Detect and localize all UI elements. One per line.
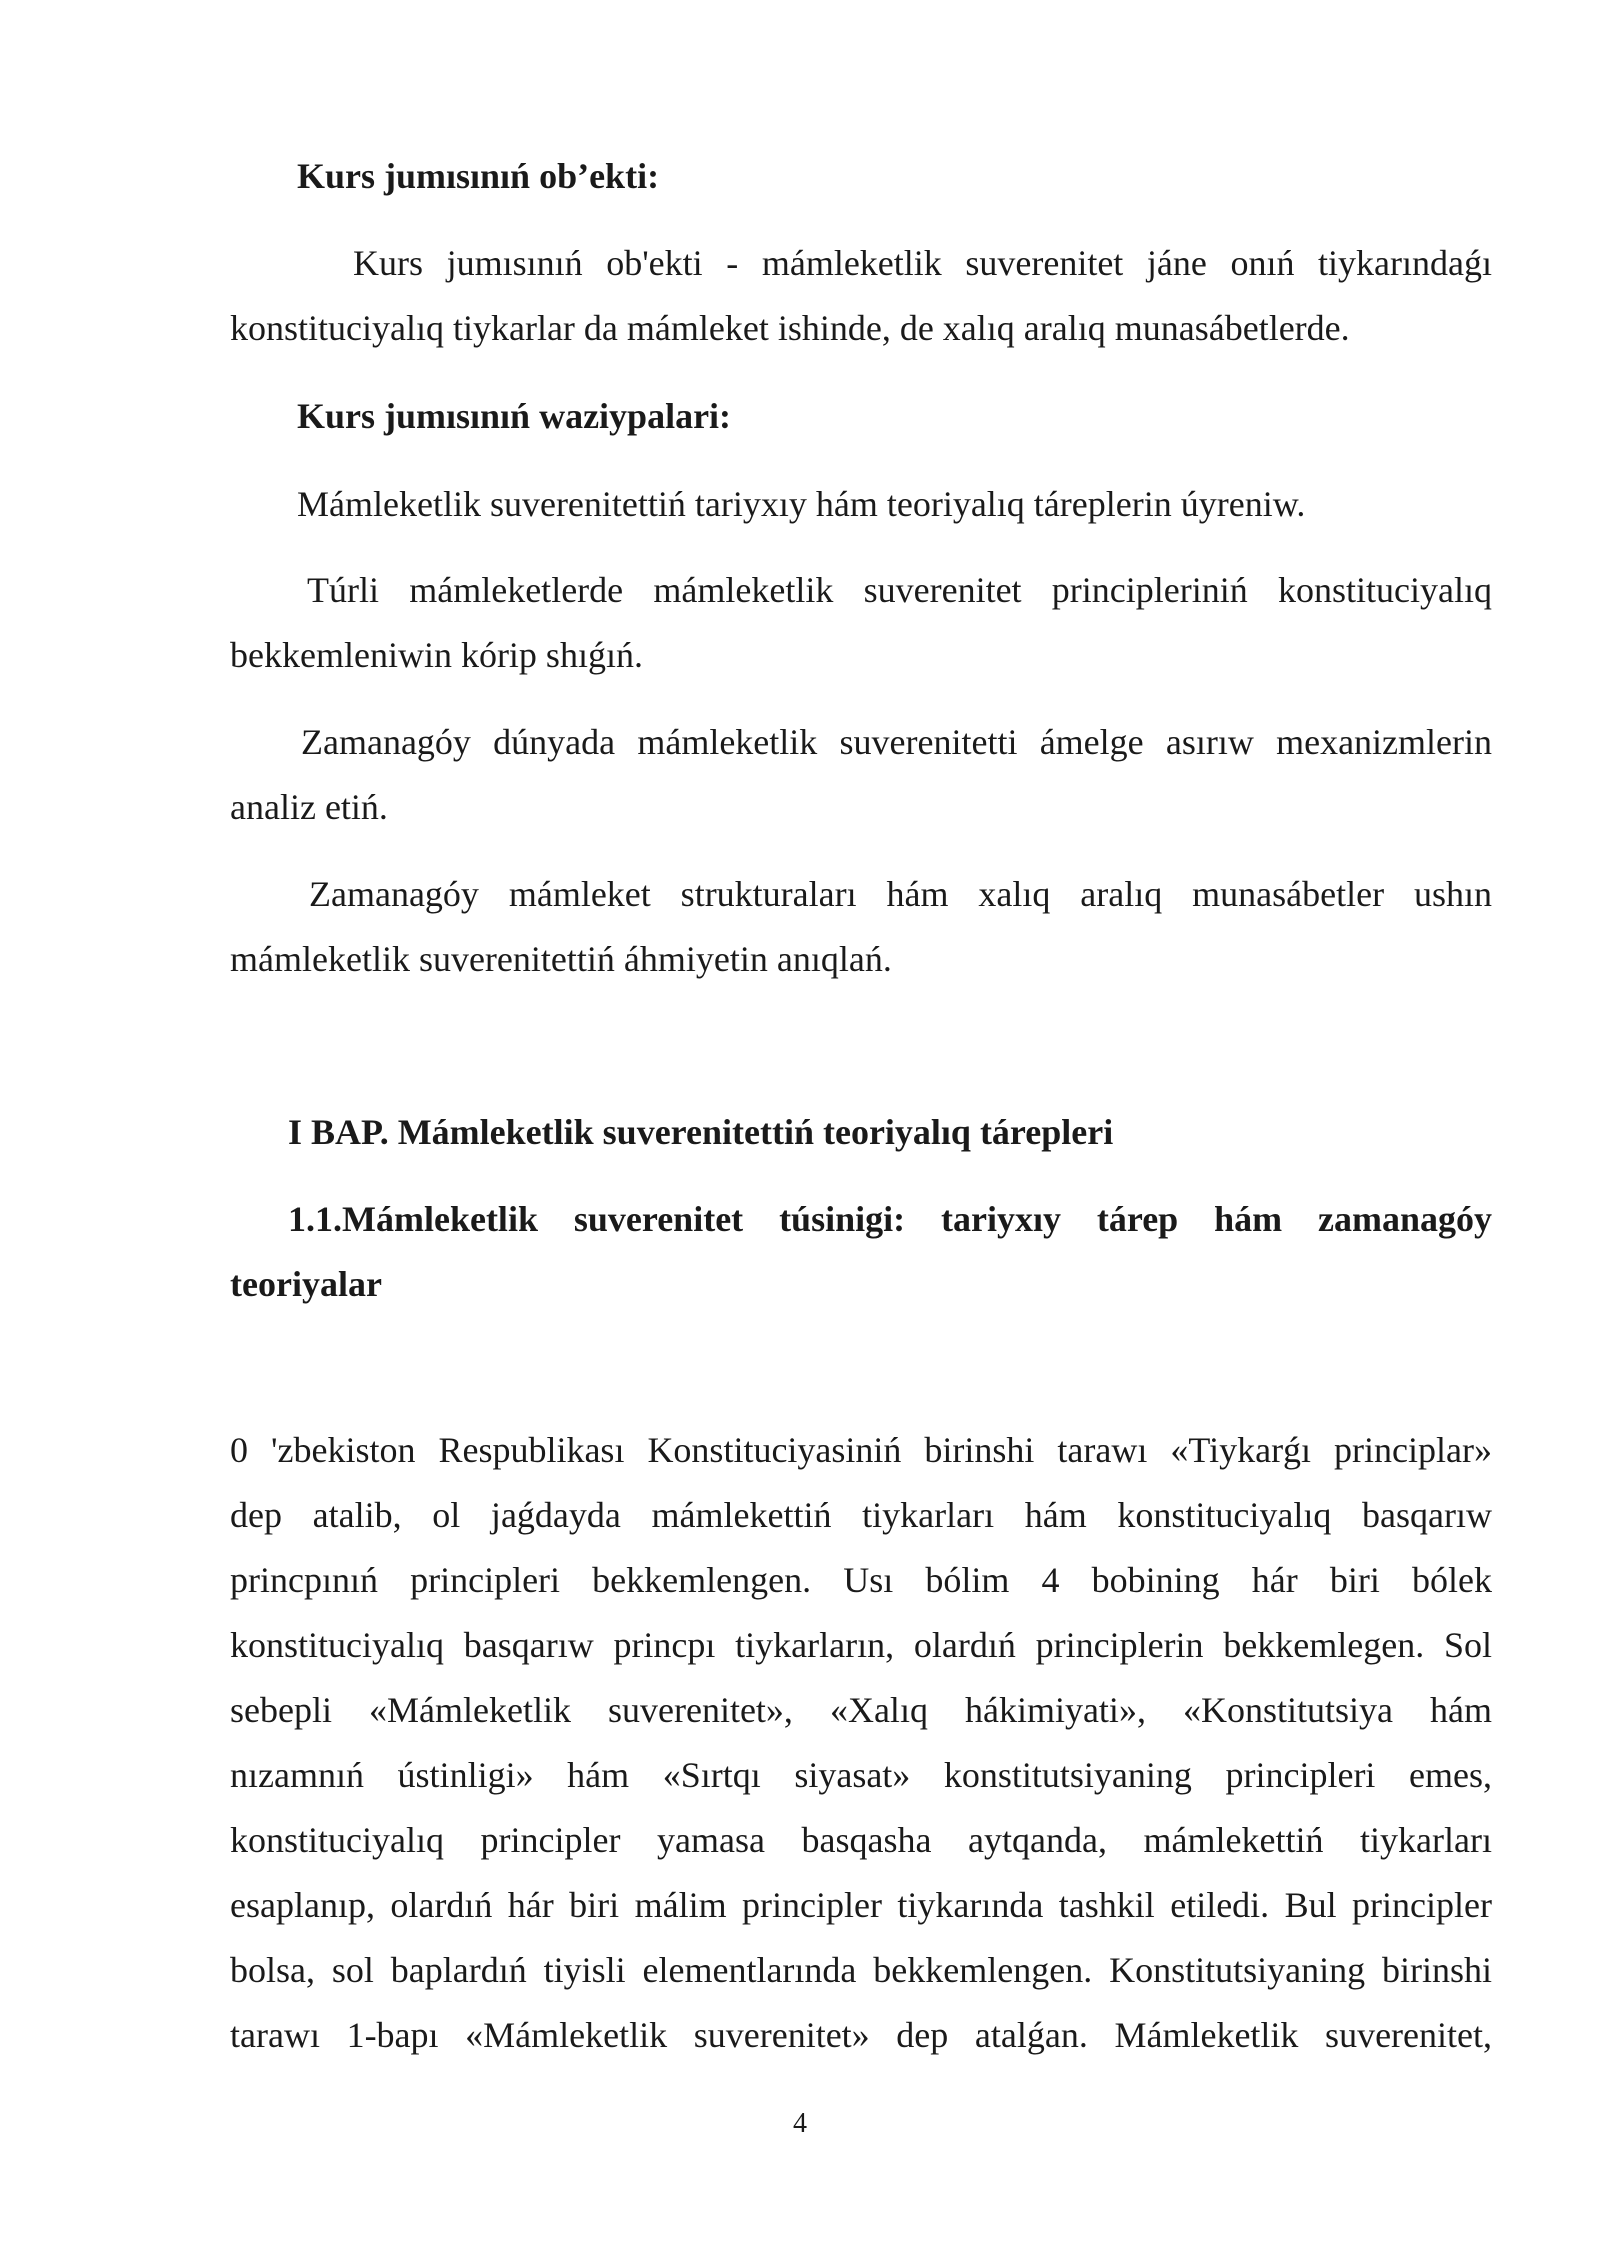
chapter-title: I BAP. Mámleketlik suverenitettiń teoriyalıq tárepleri xyxy=(288,1112,1114,1152)
objekt-line-2: konstituciyalıq tiykarlar da mámleket ishinde, de xalıq aralıq munasábetlerde. xyxy=(230,308,1350,348)
section-title-line-1: 1.1.Mámleketlik suverenitet túsinigi: tariyxıy tárep hám zamanagóy xyxy=(288,1199,1492,1239)
objekt-heading: Kurs jumısınıń ob’ekti: xyxy=(297,156,660,196)
body-line-7: konstituciyalıq principler yamasa basqasha aytqanda, mámlekettiń tiykarları xyxy=(230,1820,1492,1860)
objekt-line-1: Kurs jumısınıń ob'ekti - mámleketlik suverenitet jáne onıń tiykarındaǵı xyxy=(353,243,1492,283)
body-line-5: sebepli «Mámleketlik suverenitet», «Xalıq hákimiyati», «Konstitutsiya hám xyxy=(230,1690,1492,1730)
body-line-8: esaplanıp, olardıń hár biri málim principler tiykarında tashkil etiledi. Bul principler xyxy=(230,1885,1492,1925)
task-1-line-1: Mámleketlik suverenitettiń tariyxıy hám teoriyalıq táreplerin úyreniw. xyxy=(297,484,1306,524)
body-line-1: 0 'zbekiston Respublikası Konstituciyasiniń birinshi tarawı «Tiykarǵı principlar» xyxy=(230,1430,1492,1470)
task-4-line-1: Zamanagóy mámleket strukturaları hám xalıq aralıq munasábetler ushın xyxy=(309,874,1492,914)
body-line-6: nızamnıń ústinligi» hám «Sırtqı siyasat» konstitutsiyaning principleri emes, xyxy=(230,1755,1492,1795)
body-line-9: bolsa, sol baplardıń tiyisli elementlarında bekkemlengen. Konstitutsiyaning birinshi xyxy=(230,1950,1492,1990)
task-3-line-1: Zamanagóy dúnyada mámleketlik suverenitetti ámelge asırıw mexanizmlerin xyxy=(301,722,1492,762)
body-line-3: princpınıń principleri bekkemlengen. Usı bólim 4 bobining hár biri bólek xyxy=(230,1560,1492,1600)
body-line-2: dep atalib, ol jaǵdayda mámlekettiń tiykarları hám konstituciyalıq basqarıw xyxy=(230,1495,1492,1535)
section-title-line-2: teoriyalar xyxy=(230,1264,382,1304)
task-3-line-2: analiz etiń. xyxy=(230,787,388,827)
task-2-line-2: bekkemleniwin kórip shıǵıń. xyxy=(230,635,643,675)
page-number: 4 xyxy=(793,2108,807,2139)
task-2-line-1: Túrli mámleketlerde mámleketlik suverenitet principleriniń konstituciyalıq xyxy=(307,570,1492,610)
body-line-10: tarawı 1-bapı «Mámleketlik suverenitet» dep atalǵan. Mámleketlik suverenitet, xyxy=(230,2015,1492,2055)
tasks-heading: Kurs jumısınıń waziypalari: xyxy=(297,396,732,436)
body-line-4: konstituciyalıq basqarıw princpı tiykarların, olardıń principlerin bekkemlegen. Sol xyxy=(230,1625,1492,1665)
task-4-line-2: mámleketlik suverenitettiń áhmiyetin anıqlań. xyxy=(230,939,892,979)
